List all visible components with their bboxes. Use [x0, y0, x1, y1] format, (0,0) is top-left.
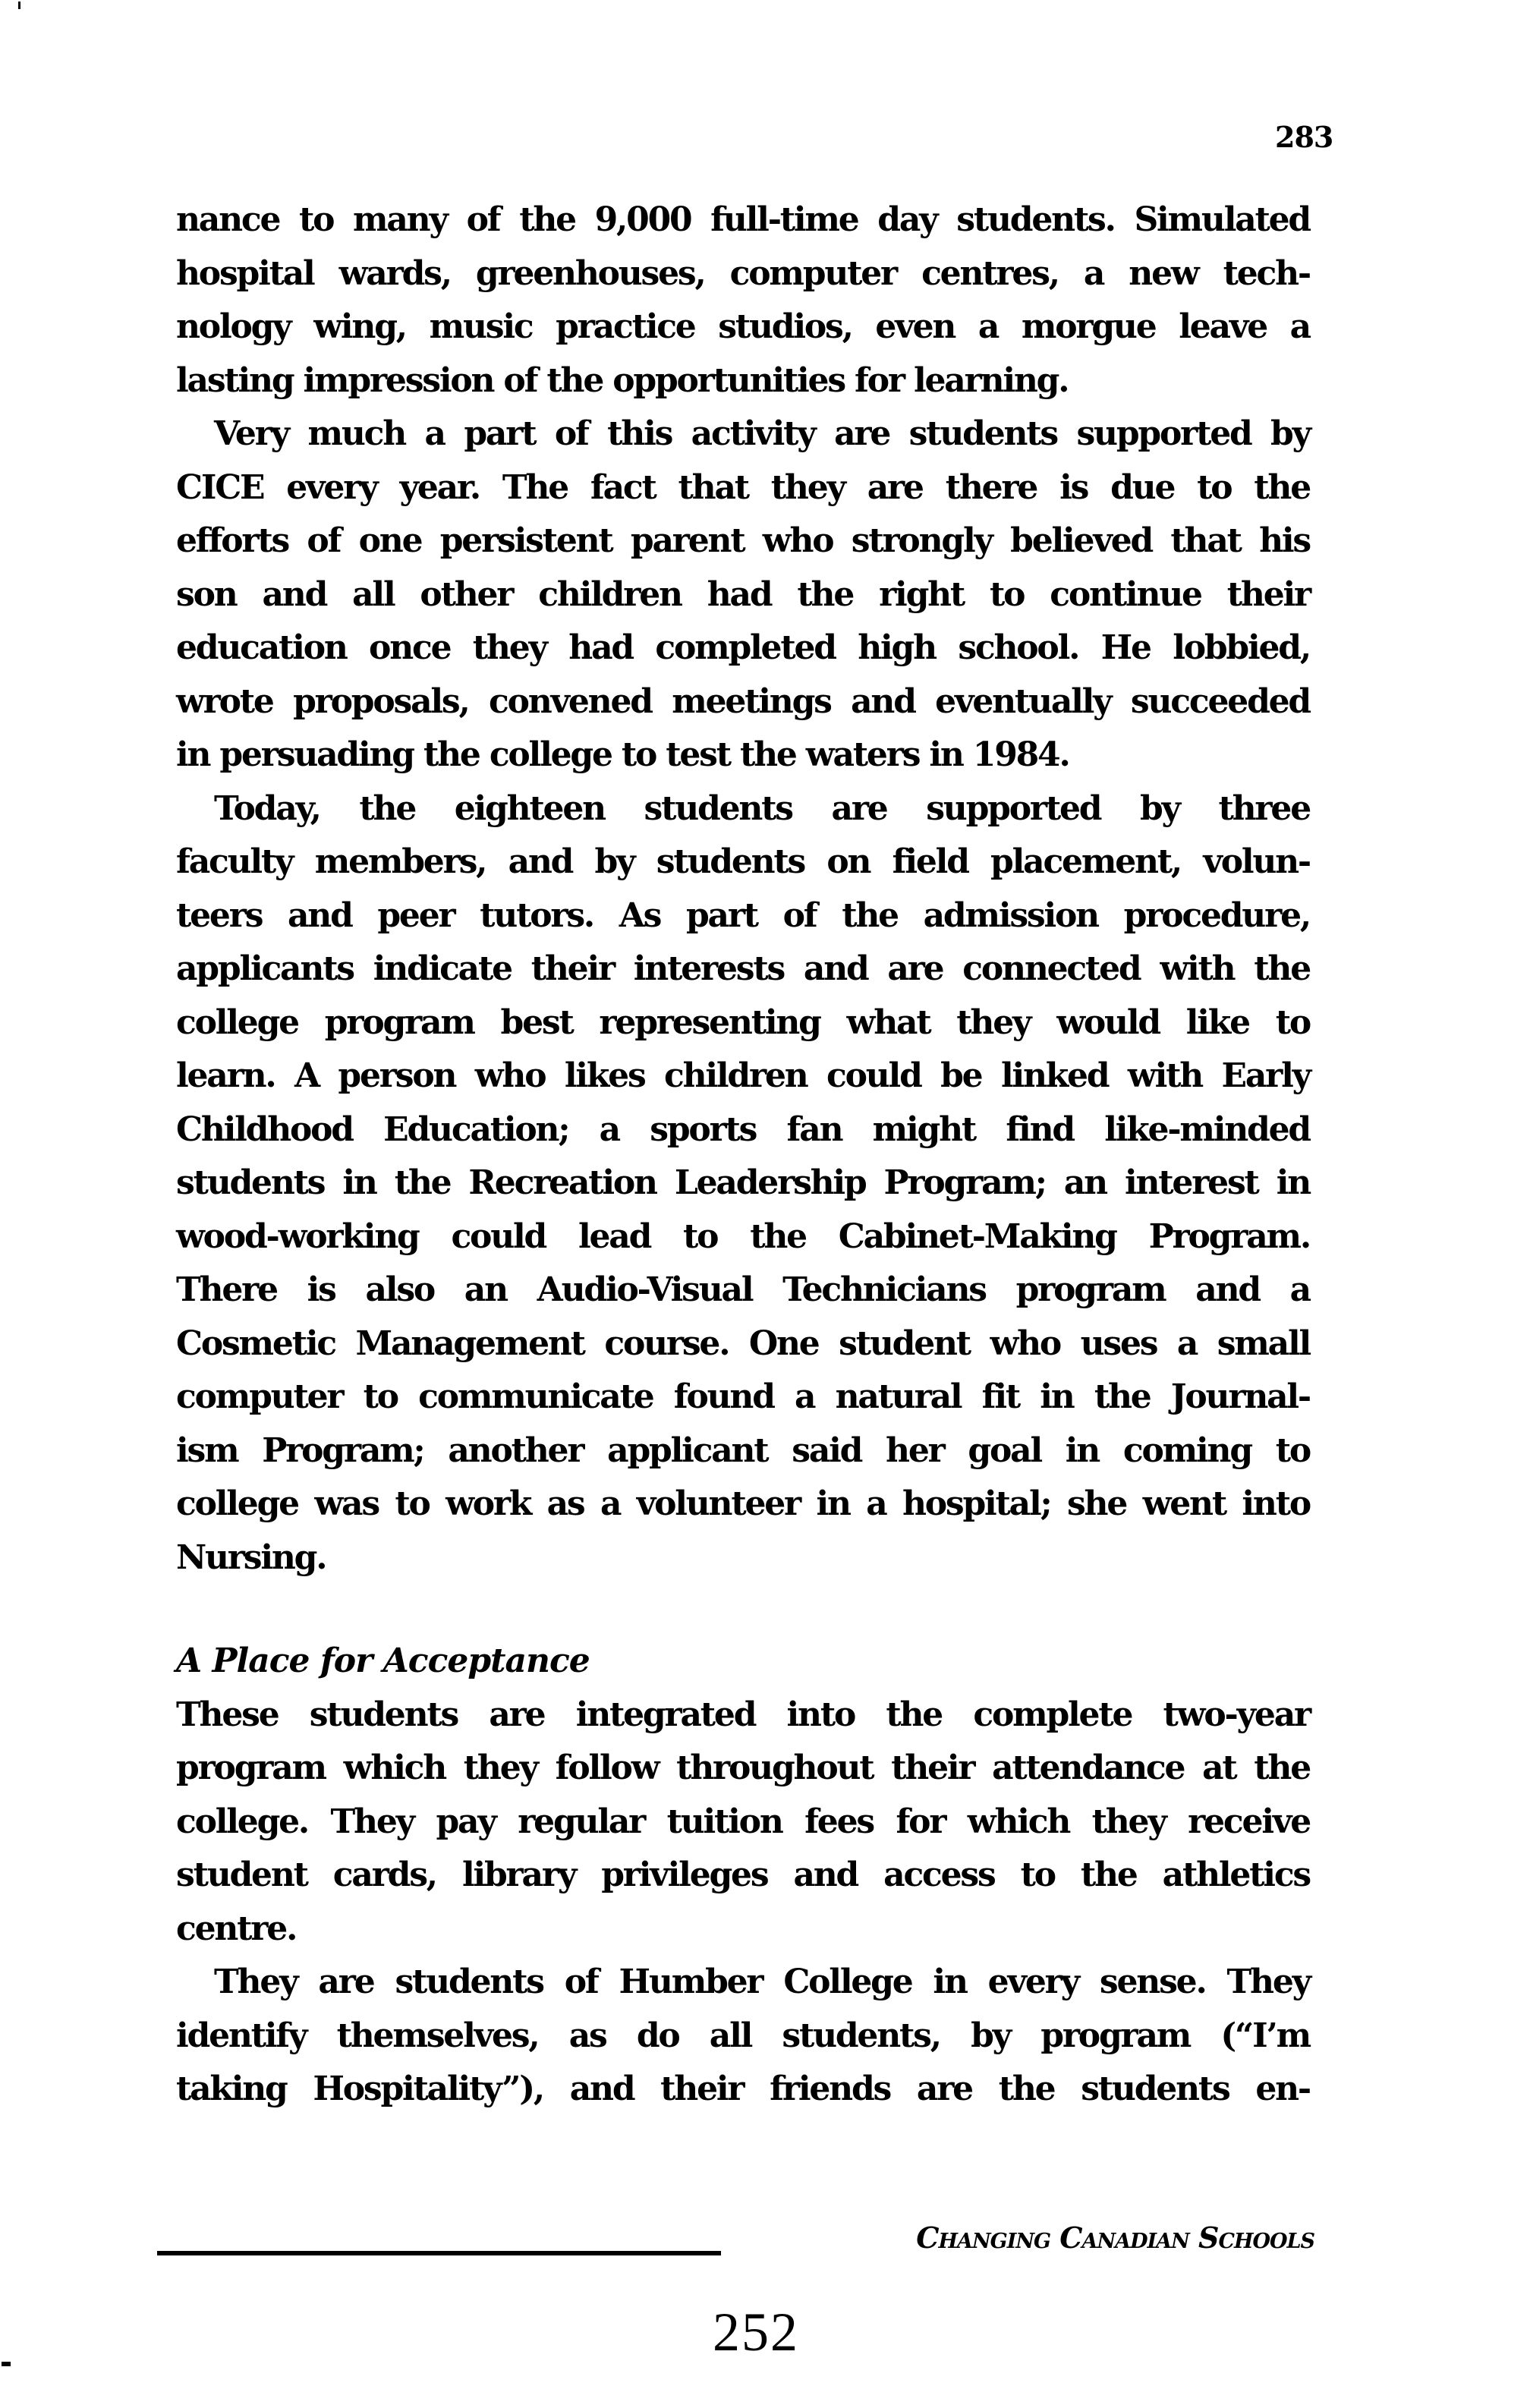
text-line: college. They pay regular tuition fees for which they receive: [176, 1802, 1310, 1841]
body-text: [176, 194, 1310, 2117]
text-line: Childhood Education; a sports fan might find like-minded: [176, 1110, 1310, 1149]
text-line: efforts of one persistent parent who strongly believed that his: [176, 521, 1310, 560]
text-line: education once they had completed high school. He lobbied,: [176, 628, 1310, 667]
bottom-page-number: 252: [713, 2302, 799, 2362]
paragraph: [176, 1689, 1310, 1956]
text-line: hospital wards, greenhouses, computer centres, a new tech-: [176, 253, 1310, 293]
text-line-content: Very much a part of this activity are students supported by: [214, 414, 1310, 453]
paragraph: [176, 408, 1310, 782]
text-line: wrote proposals, convened meetings and eventually succeeded: [176, 681, 1310, 721]
paragraph: [176, 1956, 1310, 2117]
running-page-number: 283: [1275, 120, 1333, 154]
paragraph: [176, 194, 1310, 408]
text-line: nance to many of the 9,000 full-time day students. Simulated: [176, 200, 1310, 239]
text-line: program which they follow throughout their attendance at the: [176, 1749, 1310, 1787]
text-line: student cards, library privileges and access to the athletics: [176, 1856, 1310, 1894]
paragraph: [176, 782, 1310, 1585]
text-line: learn. A person who likes children could be linked with Early: [176, 1056, 1310, 1095]
text-line: students in the Recreation Leadership Program; an interest in: [176, 1163, 1310, 1202]
text-line: These students are integrated into the complete two-year: [176, 1695, 1310, 1734]
text-line: Cosmetic Management course. One student who uses a small: [176, 1324, 1310, 1363]
text-line-content: They are students of Humber College in every sense. They: [214, 1963, 1310, 2001]
text-line: in persuading the college to test the waters in 1984.: [176, 735, 1069, 774]
text-line: Nursing.: [176, 1538, 326, 1577]
text-line: [176, 782, 1310, 836]
text-line: nology wing, music practice studios, even a morgue leave a: [176, 307, 1310, 346]
text-line: college was to work as a volunteer in a hospital; she went into: [176, 1484, 1310, 1523]
text-line: faculty members, and by students on field placement, volun-: [176, 842, 1310, 881]
text-line: [176, 1956, 1310, 2010]
text-line: computer to communicate found a natural fit in the Journal-: [176, 1377, 1310, 1416]
text-line-content: Today, the eighteen students are supported by three: [214, 789, 1310, 828]
text-line: applicants indicate their interests and are connected with the: [176, 949, 1310, 988]
text-line: CICE every year. The fact that they are there is due to the: [176, 467, 1310, 507]
text-line: taking Hospitality”), and their friends are the students en-: [176, 2070, 1310, 2108]
text-line: teers and peer tutors. As part of the admission procedure,: [176, 896, 1310, 935]
scan-artifact-mark: [18, 2, 20, 9]
text-line: wood-working could lead to the Cabinet-Making Program.: [176, 1217, 1310, 1256]
section-heading: A Place for Acceptance: [176, 1642, 590, 1680]
text-line: son and all other children had the right to continue their: [176, 574, 1310, 614]
text-line: lasting impression of the opportunities for learning.: [176, 360, 1069, 400]
footer-book-title: Changing Canadian Schools: [916, 2221, 1314, 2255]
text-line: There is also an Audio-Visual Technicians program and a: [176, 1270, 1310, 1309]
scan-artifact-mark: [2, 2362, 11, 2366]
text-line: identify themselves, as do all students, by program (“I’m: [176, 2016, 1310, 2055]
text-line: ism Program; another applicant said her goal in coming to: [176, 1431, 1310, 1470]
text-line: centre.: [176, 1909, 297, 1948]
text-line: [176, 408, 1310, 461]
text-line: college program best representing what they would like to: [176, 1003, 1310, 1042]
